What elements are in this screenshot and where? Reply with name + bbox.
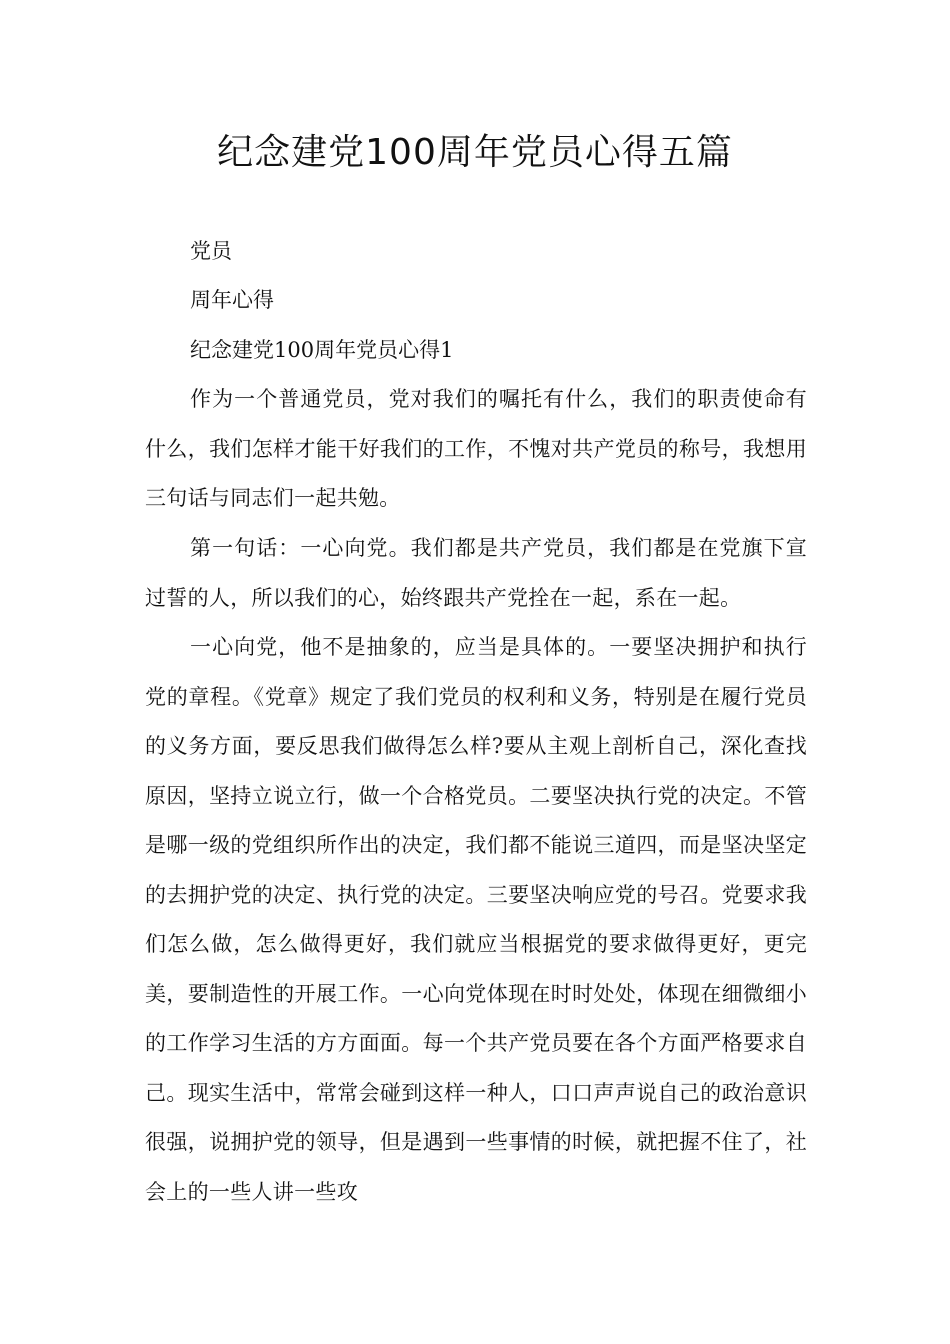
document-title: 纪念建党100周年党员心得五篇 — [217, 132, 733, 173]
tag-anniversary-reflection: 周年心得 — [190, 288, 274, 312]
paragraph: 作为一个普通党员，党对我们的嘱托有什么，我们的职责使命有什么，我们怎样才能干好我们的工作，不愧对共产党员的称号，我想用三句话与同志们一起共勉。 — [145, 387, 807, 510]
section-heading: 纪念建党100周年党员心得1 — [190, 338, 454, 362]
paragraph: 第一句话：一心向党。我们都是共产党员，我们都是在党旗下宣过誓的人，所以我们的心，始终跟共产党拴在一起，系在一起。 — [145, 536, 807, 610]
tag-party-member: 党员 — [190, 239, 232, 263]
paragraph: 一心向党，他不是抽象的，应当是具体的。一要坚决拥护和执行党的章程。《党章》规定了我们党员的权利和义务，特别是在履行党员的义务方面，要反思我们做得怎么样?要从主观上剖析自己，深化查找原因，坚持立说立行，做一个合格党员。二要坚决执行党的决定。不管是哪一级的党组织所作出的决定，我们都不能说三道四，而是坚决坚定的去拥护党的决定、执行党的决定。三要坚决响应党的号召。党要求我们怎么做，怎么做得更好，我们就应当根据党的要求做得更好，更完美，要制造性的开展工作。一心向党体现在时时处处，体现在细微细小的工作学习生活的方方面面。每一个共产党员要在各个方面严格要求自己。现实生活中，常常会碰到这样一种人，口口声声说自己的政治意识很强，说拥护党的领导，但是遇到一些事情的时候，就把握不住了，社会上的一些人讲一些攻 — [145, 635, 807, 1204]
